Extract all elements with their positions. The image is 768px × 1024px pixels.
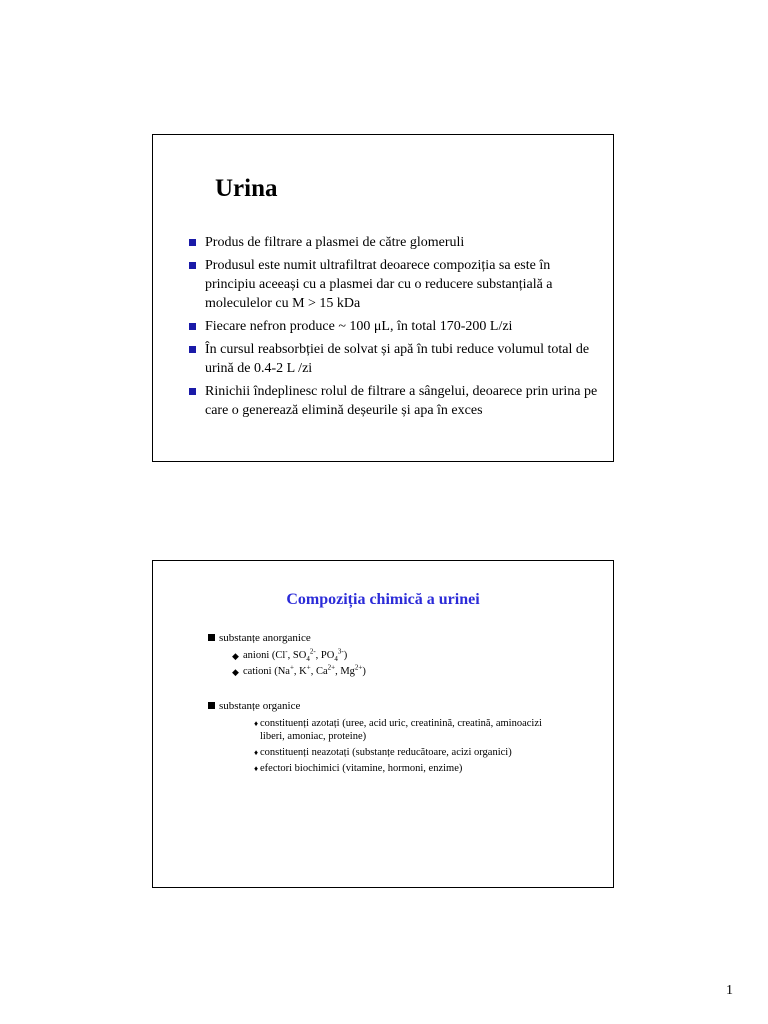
item-text: efectori biochimici (vitamine, hormoni, enzime) bbox=[260, 763, 463, 774]
text-part: , Ca bbox=[310, 666, 328, 677]
text-part: cationi (Na bbox=[243, 666, 290, 677]
square-bullet-icon bbox=[189, 323, 196, 330]
list-item bbox=[189, 317, 601, 336]
diamond-bullet-icon: ♦ bbox=[254, 748, 259, 757]
square-bullet-icon bbox=[208, 634, 215, 641]
page-number: 1 bbox=[726, 983, 733, 998]
list-item bbox=[254, 762, 550, 775]
list-item bbox=[189, 256, 601, 313]
diamond-bullet-icon: ◆ bbox=[232, 667, 239, 677]
bullet-list bbox=[189, 233, 601, 424]
heading-text: substanțe anorganice bbox=[219, 632, 311, 644]
text-part: anioni (Cl bbox=[243, 650, 286, 661]
superscript: 2- bbox=[309, 647, 316, 656]
anorganic-section bbox=[207, 631, 366, 680]
square-bullet-icon bbox=[189, 262, 196, 269]
square-bullet-icon bbox=[208, 702, 215, 709]
superscript: + bbox=[289, 663, 294, 672]
diamond-bullet-icon: ♦ bbox=[254, 719, 259, 728]
section-heading bbox=[207, 699, 550, 713]
list-item bbox=[189, 382, 601, 420]
slide-title: Compoziția chimică a urinei bbox=[286, 591, 480, 608]
list-item bbox=[254, 746, 550, 759]
cationi-item bbox=[229, 664, 366, 680]
organic-section bbox=[207, 699, 550, 775]
bullet-text: Fiecare nefron produce ~ 100 μL, în total 170-200 L/zi bbox=[205, 319, 513, 334]
list-item bbox=[254, 717, 550, 743]
square-bullet-icon bbox=[189, 239, 196, 246]
list-item bbox=[189, 340, 601, 378]
text-part: , K bbox=[293, 666, 307, 677]
anioni-item bbox=[229, 648, 366, 664]
subscript: 4 bbox=[306, 655, 310, 664]
superscript: - bbox=[285, 647, 288, 656]
item-text: constituenți neazotați (substanțe reducătoare, acizi organici) bbox=[260, 747, 512, 758]
text-part: ) bbox=[343, 650, 348, 661]
text-part: ) bbox=[362, 666, 366, 677]
superscript: 2+ bbox=[354, 663, 363, 672]
bullet-text: Rinichii îndeplinesc rolul de filtrare a sângelui, deoarece prin urina pe care o generează elimină deșeurile și apa în exces bbox=[205, 384, 598, 418]
subscript: 4 bbox=[334, 655, 338, 664]
bullet-text: În cursul reabsorbției de solvat și apă în tubi reduce volumul total de urină de 0.4-2 L /zi bbox=[205, 342, 590, 376]
section-heading bbox=[207, 631, 366, 645]
text-part: , Mg bbox=[335, 666, 355, 677]
slide-urina bbox=[152, 134, 614, 462]
heading-text: substanțe organice bbox=[219, 700, 301, 712]
bullet-text: Produs de filtrare a plasmei de către glomeruli bbox=[205, 235, 465, 250]
list-item bbox=[189, 233, 601, 252]
superscript: 3- bbox=[337, 647, 344, 656]
square-bullet-icon bbox=[189, 346, 196, 353]
item-text: constituenți azotați (uree, acid uric, creatinină, creatină, aminoacizi liberi, amoniac, proteine) bbox=[260, 718, 542, 742]
slide-compozitia-chimica bbox=[152, 560, 614, 888]
text-part: , PO bbox=[315, 650, 335, 661]
text-part: , SO bbox=[287, 650, 307, 661]
superscript: 2+ bbox=[327, 663, 336, 672]
superscript: + bbox=[306, 663, 311, 672]
bullet-text: Produsul este numit ultrafiltrat deoarece compoziția sa este în principiu aceeași cu a plasmei dar cu o reducere substanțială a moleculelor cu M > 15 kDa bbox=[205, 258, 553, 311]
slide-title: Urina bbox=[215, 175, 278, 202]
square-bullet-icon bbox=[189, 388, 196, 395]
diamond-bullet-icon: ♦ bbox=[254, 764, 259, 773]
diamond-bullet-icon: ◆ bbox=[232, 651, 239, 661]
